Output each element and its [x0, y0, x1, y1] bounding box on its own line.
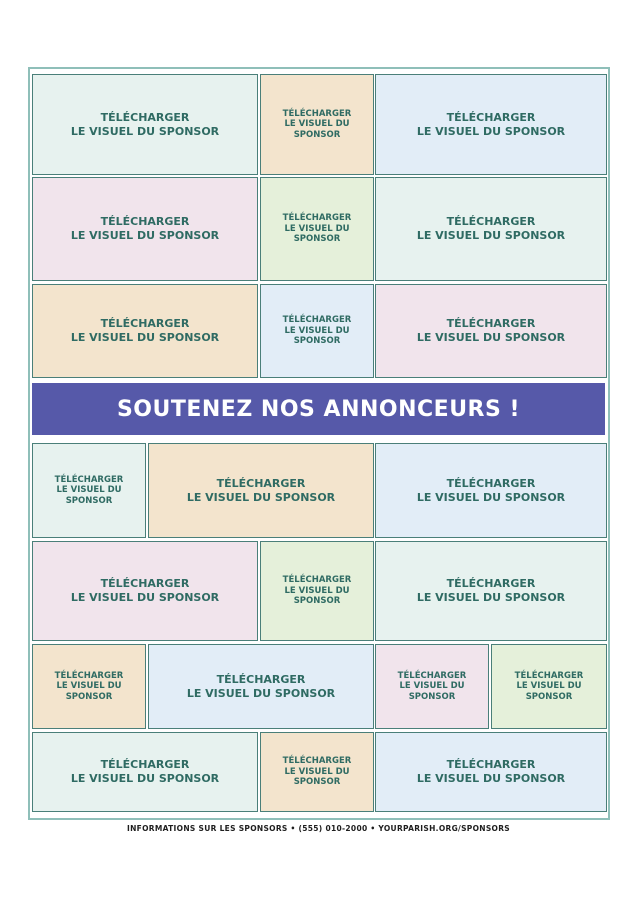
slot-label: TÉLÉCHARGER LE VISUEL DU SPONSOR — [416, 317, 566, 344]
sponsor-slot[interactable] — [32, 74, 258, 175]
sponsor-slot[interactable] — [375, 177, 607, 281]
slot-label: TÉLÉCHARGER LE VISUEL DU SPONSOR — [282, 756, 352, 788]
sponsor-slot[interactable] — [260, 177, 374, 281]
slot-label: TÉLÉCHARGER LE VISUEL DU SPONSOR — [282, 108, 352, 140]
slot-label: TÉLÉCHARGER LE VISUEL DU SPONSOR — [54, 474, 124, 506]
slot-label: TÉLÉCHARGER LE VISUEL DU SPONSOR — [282, 315, 352, 347]
sponsor-slot[interactable] — [375, 74, 607, 175]
sponsor-slot[interactable] — [375, 644, 489, 729]
sponsor-slot[interactable] — [260, 74, 374, 175]
sponsor-info-footer — [0, 824, 637, 833]
slot-label: TÉLÉCHARGER LE VISUEL DU SPONSOR — [416, 758, 566, 785]
sponsor-slot[interactable] — [32, 177, 258, 281]
sponsor-slot[interactable] — [375, 541, 607, 641]
sponsor-slot[interactable] — [32, 644, 146, 729]
footer-text: INFORMATIONS SUR LES SPONSORS • (555) 010-2000 • YOURPARISH.ORG/SPONSORS — [127, 824, 510, 833]
sponsor-slot[interactable] — [148, 443, 374, 538]
banner-text: SOUTENEZ NOS ANNONCEURS ! — [116, 396, 521, 422]
sponsor-slot[interactable] — [491, 644, 607, 729]
slot-label: TÉLÉCHARGER LE VISUEL DU SPONSOR — [416, 110, 566, 138]
sponsor-slot[interactable] — [148, 644, 374, 729]
sponsor-slot[interactable] — [32, 443, 146, 538]
slot-label: TÉLÉCHARGER LE VISUEL DU SPONSOR — [416, 476, 566, 504]
slot-label: TÉLÉCHARGER LE VISUEL DU SPONSOR — [70, 317, 220, 344]
slot-label: TÉLÉCHARGER LE VISUEL DU SPONSOR — [416, 577, 566, 604]
slot-label: TÉLÉCHARGER LE VISUEL DU SPONSOR — [186, 476, 336, 504]
sponsor-slot[interactable] — [32, 284, 258, 378]
slot-label: TÉLÉCHARGER LE VISUEL DU SPONSOR — [282, 213, 352, 245]
sponsor-slot[interactable] — [375, 443, 607, 538]
slot-label: TÉLÉCHARGER LE VISUEL DU SPONSOR — [397, 670, 467, 702]
sponsor-slot[interactable] — [32, 732, 258, 812]
slot-label: TÉLÉCHARGER LE VISUEL DU SPONSOR — [54, 670, 124, 702]
slot-label: TÉLÉCHARGER LE VISUEL DU SPONSOR — [70, 577, 220, 604]
slot-label: TÉLÉCHARGER LE VISUEL DU SPONSOR — [416, 215, 566, 242]
sponsor-slot[interactable] — [32, 541, 258, 641]
slot-label: TÉLÉCHARGER LE VISUEL DU SPONSOR — [70, 215, 220, 242]
sponsor-slot[interactable] — [260, 541, 374, 641]
sponsor-slot[interactable] — [375, 732, 607, 812]
slot-label: TÉLÉCHARGER LE VISUEL DU SPONSOR — [186, 672, 336, 700]
slot-label: TÉLÉCHARGER LE VISUEL DU SPONSOR — [514, 670, 584, 702]
slot-label: TÉLÉCHARGER LE VISUEL DU SPONSOR — [70, 110, 220, 138]
sponsor-slot[interactable] — [260, 284, 374, 378]
support-advertisers-banner — [32, 383, 605, 435]
sponsor-slot[interactable] — [260, 732, 374, 812]
slot-label: TÉLÉCHARGER LE VISUEL DU SPONSOR — [70, 758, 220, 785]
slot-label: TÉLÉCHARGER LE VISUEL DU SPONSOR — [282, 575, 352, 607]
sponsor-slot[interactable] — [375, 284, 607, 378]
